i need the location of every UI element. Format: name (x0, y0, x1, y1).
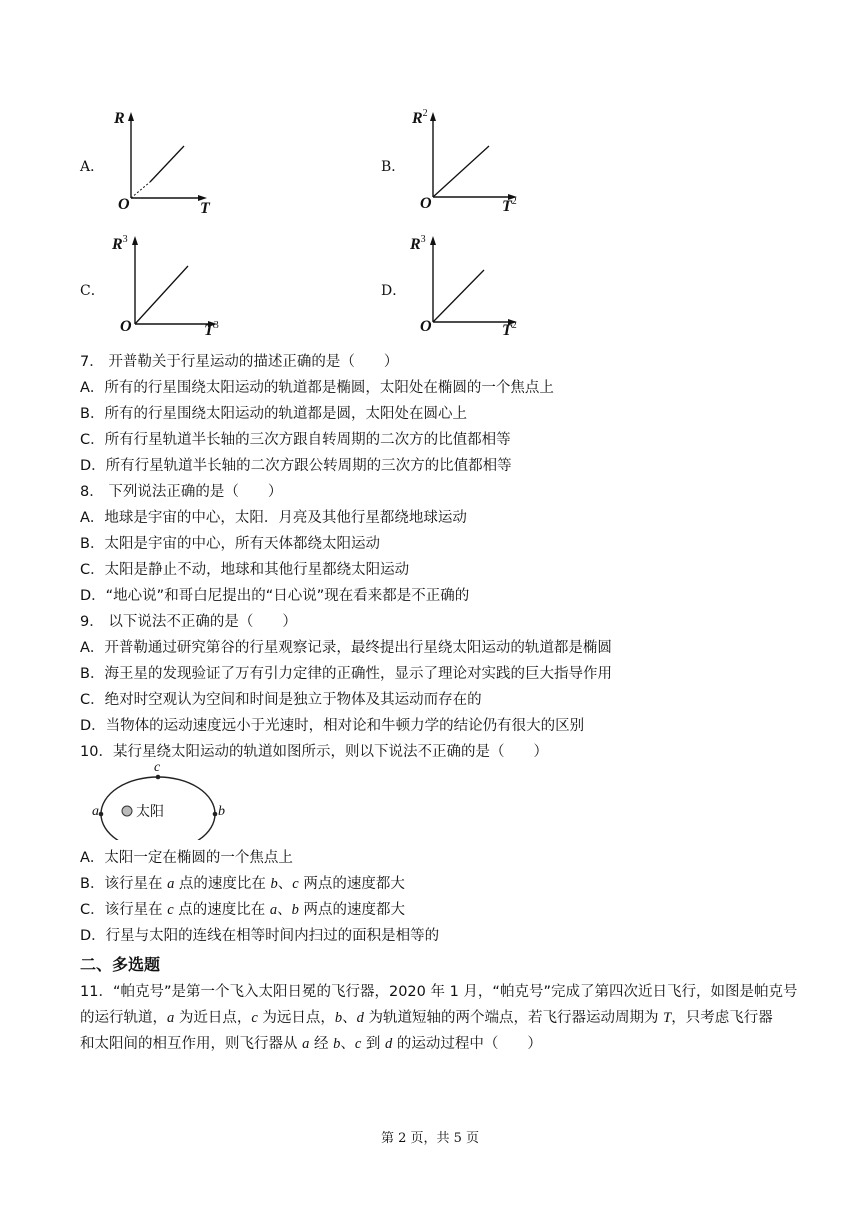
question-9-option-c: C．绝对时空观认为空间和时间是独立于物体及其运动而存在的 (80, 692, 482, 708)
graph-b-y-label: $R^2$ (412, 108, 428, 127)
graph-b-x-label: $T^2$ (502, 196, 517, 215)
question-7-option-a: A．所有的行星围绕太阳运动的轨道都是椭圆，太阳处在椭圆的一个焦点上 (80, 380, 554, 396)
graph-c-origin: O (120, 318, 132, 335)
graph-d-x-label: $T^2$ (502, 320, 517, 339)
question-7-option-b: B．所有的行星围绕太阳运动的轨道都是圆，太阳处在圆心上 (80, 406, 467, 422)
question-7-option-c: C．所有行星轨道半长轴的三次方跟自转周期的二次方的比值都相等 (80, 432, 511, 448)
question-9-option-a: A．开普勒通过研究第谷的行星观察记录，最终提出行星绕太阳运动的轨道都是椭圆 (80, 640, 612, 656)
question-9-stem: 9． 以下说法不正确的是（ ） (80, 614, 297, 630)
section-2-heading: 二、多选题 (80, 955, 161, 974)
graph-b-origin: O (420, 195, 432, 212)
point-a-label: a (92, 804, 99, 819)
question-8-stem: 8． 下列说法正确的是（ ） (80, 484, 283, 500)
sun-label: 太阳 (136, 804, 164, 820)
question-8-option-c: C．太阳是静止不动，地球和其他行星都绕太阳运动 (80, 562, 410, 578)
question-10-option-b: B．该行星在 a 点的速度比在 b、c 两点的速度都大 (80, 876, 405, 892)
question-11-line-2: 的运行轨道，a 为近日点，c 为远日点，b、d 为轨道短轴的两个端点，若飞行器运动周期为 T，只考虑飞行器 (80, 1010, 773, 1026)
graph-a-x-label: T (200, 200, 210, 217)
option-label-d: D． (381, 283, 407, 299)
question-8-option-a: A．地球是宇宙的中心，太阳．月亮及其他行星都绕地球运动 (80, 510, 467, 526)
question-10-option-c: C．该行星在 c 点的速度比在 a、b 两点的速度都大 (80, 902, 405, 918)
question-7-stem: 7． 开普勒关于行星运动的描述正确的是（ ） (80, 354, 399, 370)
graph-c-x-label: $T^3$ (204, 320, 219, 339)
question-8-option-b: B．太阳是宇宙的中心，所有天体都绕太阳运动 (80, 536, 380, 552)
question-8-option-d: D．“地心说”和哥白尼提出的“日心说”现在看来都是不正确的 (80, 588, 470, 604)
point-c-label: c (154, 760, 161, 775)
question-11-line-3: 和太阳间的相互作用，则飞行器从 a 经 b、c 到 d 的运动过程中（ ） (80, 1036, 542, 1052)
question-10-option-a: A．太阳一定在椭圆的一个焦点上 (80, 850, 293, 866)
option-label-b: B． (381, 159, 406, 175)
question-11-line-1: 11．“帕克号”是第一个飞入太阳日冕的飞行器，2020 年 1 月，“帕克号”完成了第四次近日飞行，如图是帕克号 (80, 984, 798, 1000)
orbit-diagram (88, 760, 228, 840)
point-b-label: b (218, 804, 225, 819)
question-9-option-d: D．当物体的运动速度远小于光速时，相对论和牛顿力学的结论仍有很大的区别 (80, 718, 585, 734)
question-10-option-d: D．行星与太阳的连线在相等时间内扫过的面积是相等的 (80, 928, 440, 944)
graph-a-y-label: R (114, 110, 125, 127)
question-7-option-d: D．所有行星轨道半长轴的二次方跟公转周期的三次方的比值都相等 (80, 458, 512, 474)
graph-d-y-label: $R^3$ (410, 234, 426, 253)
graph-d-origin: O (420, 318, 432, 335)
graph-a-origin: O (118, 196, 130, 213)
graph-c-y-label: $R^3$ (112, 234, 128, 253)
question-9-option-b: B．海王星的发现验证了万有引力定律的正确性，显示了理论对实践的巨大指导作用 (80, 666, 612, 682)
option-label-c: C． (80, 283, 105, 299)
page-footer: 第 2 页，共 5 页 (380, 1131, 480, 1146)
option-label-a: A． (80, 159, 105, 175)
question-10-stem: 10．某行星绕太阳运动的轨道如图所示，则以下说法不正确的是（ ） (80, 744, 548, 760)
